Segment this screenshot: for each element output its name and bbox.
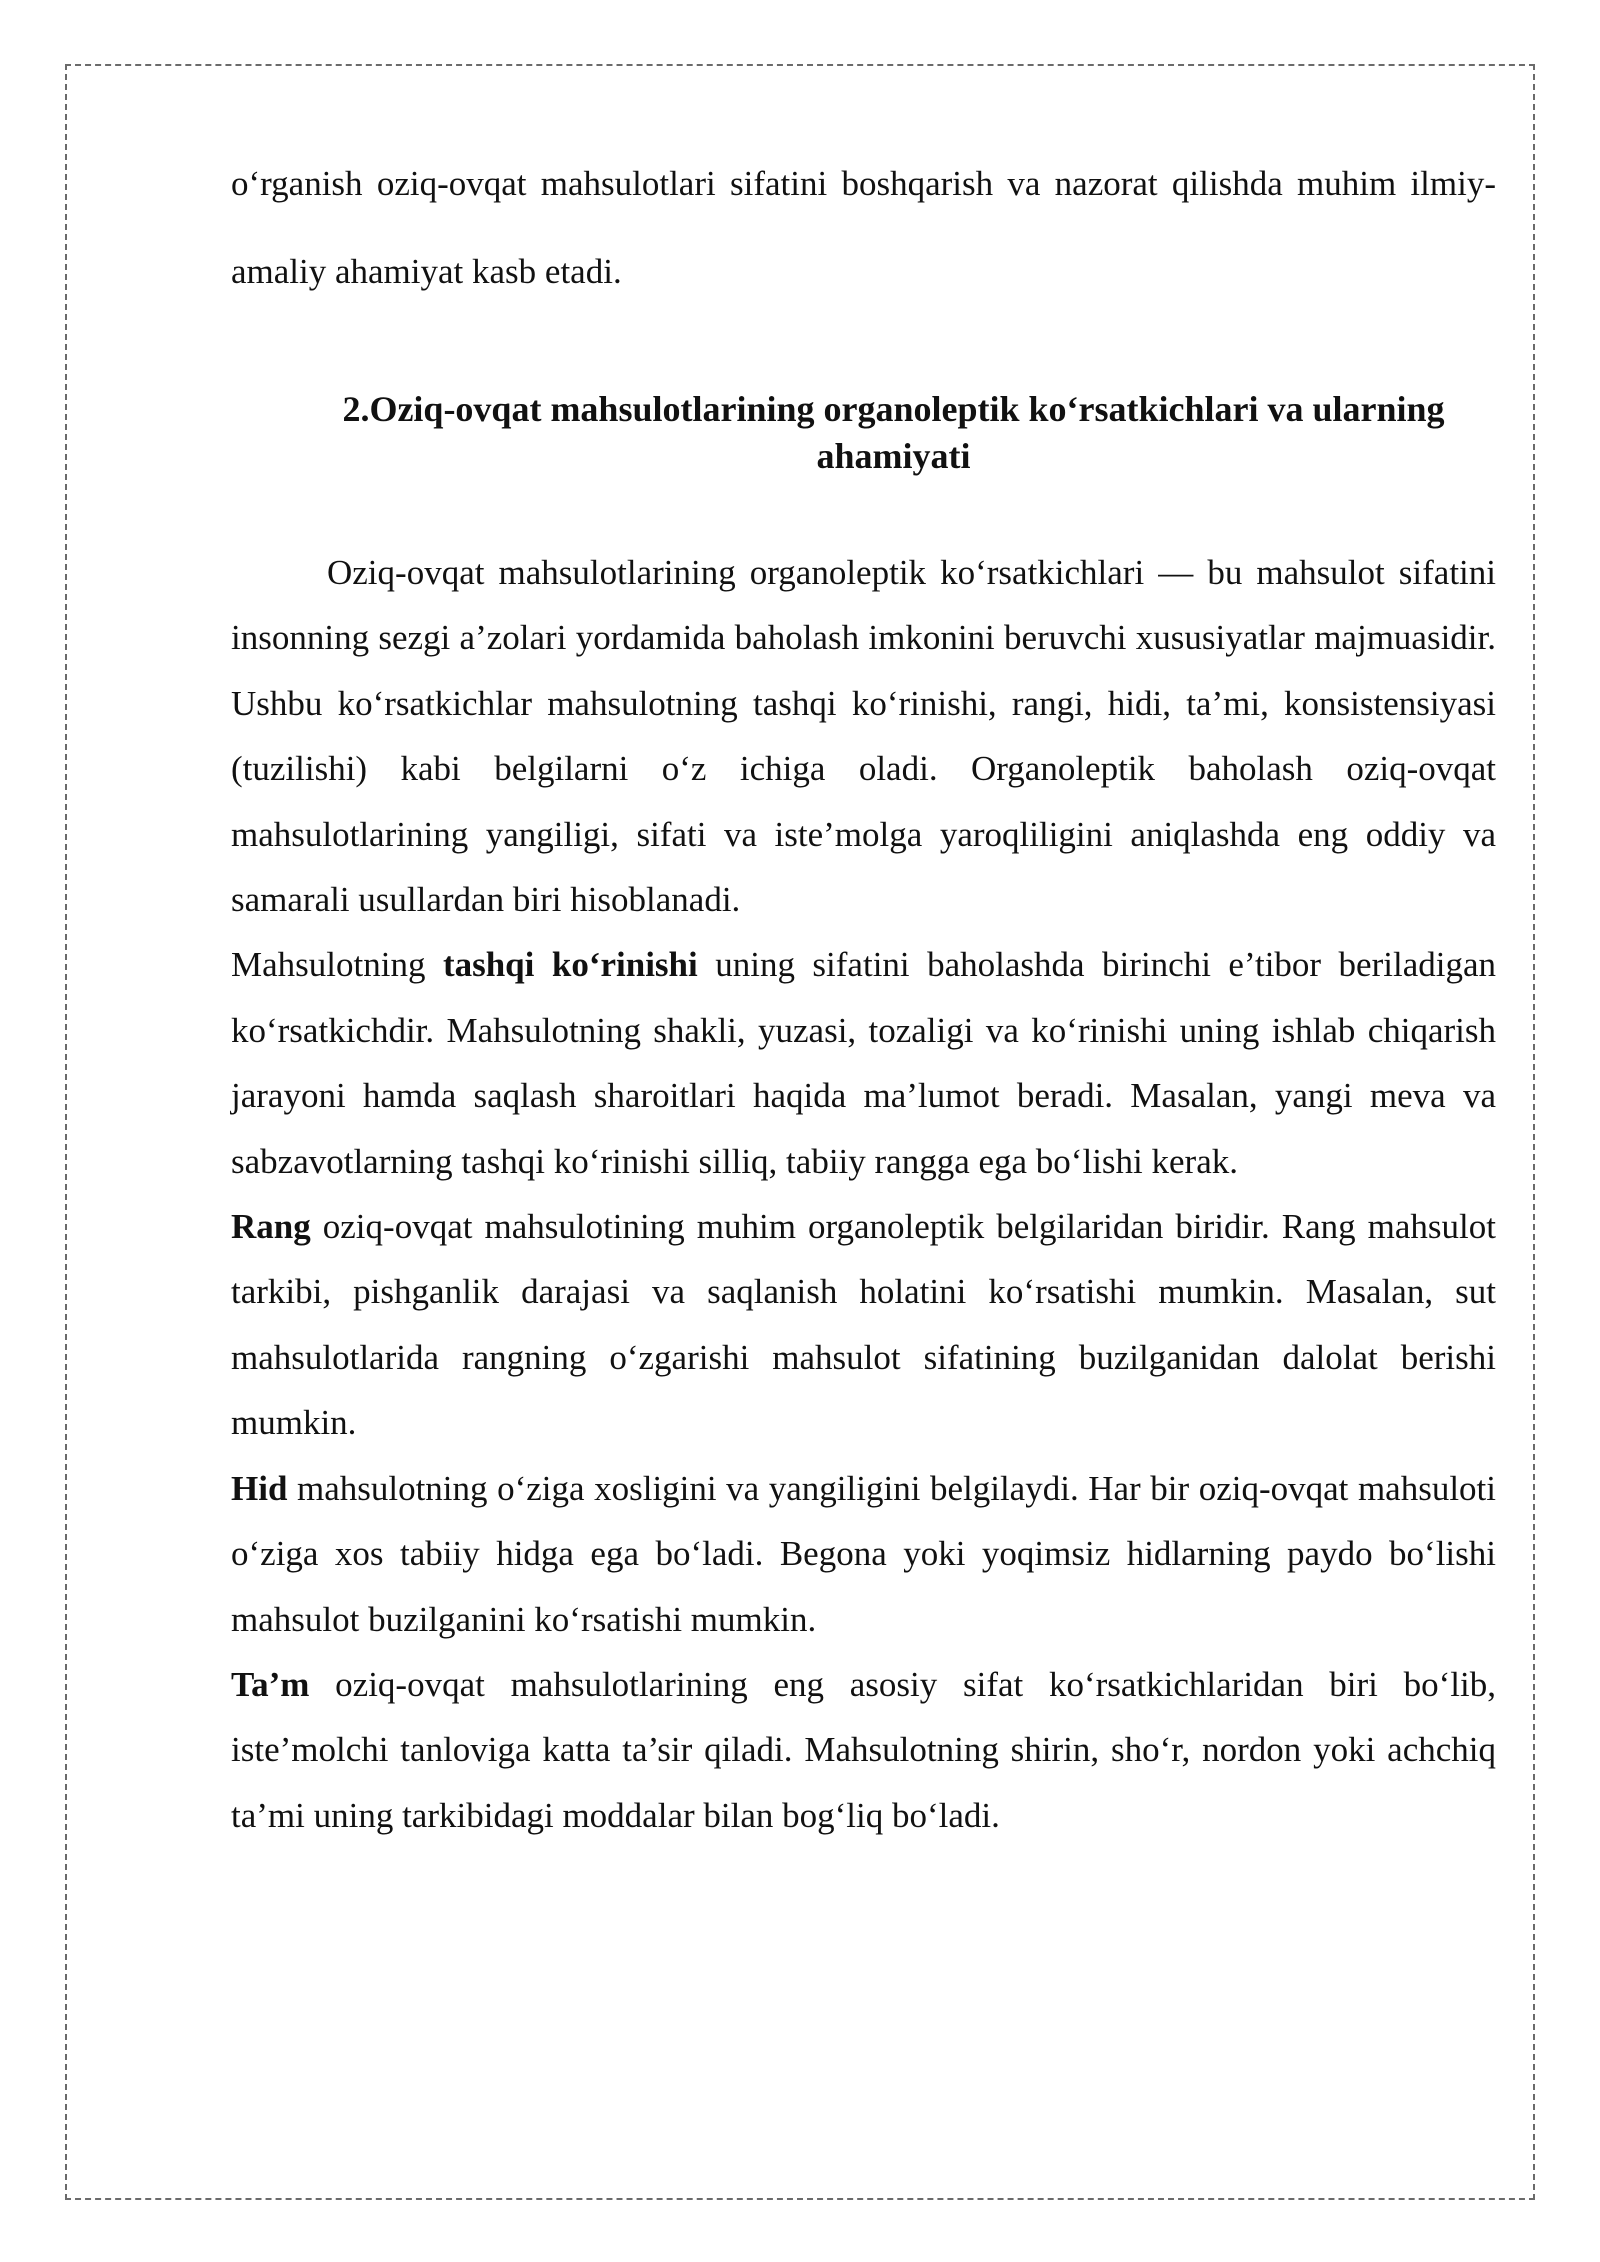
paragraph-smell <box>231 1456 1496 1652</box>
term-smell: Hid <box>231 1468 288 1508</box>
paragraph-smell-text: mahsulotning o‘ziga xosligini va yangiligini belgilaydi. Har bir oziq-ovqat mahsuloti o‘ziga xos tabiiy hidga ega bo‘ladi. Begona yoki yoqimsiz hidlarning paydo bo‘lishi mahsulot buzilganini ko‘rsatishi mumkin. <box>231 1468 1496 1639</box>
paragraph-taste <box>231 1652 1496 1848</box>
paragraph-appearance <box>231 932 1496 1194</box>
section-title <box>231 386 1496 480</box>
document-body <box>231 140 1496 1848</box>
paragraph-color-text: oziq-ovqat mahsulotining muhim organoleptik belgilaridan biridir. Rang mahsulot tarkibi, pishganlik darajasi va saqlanish holatini ko‘rsatishi mumkin. Masalan, sut mahsulotlarida rangning o‘zgarishi mahsulot sifatining buzilganidan dalolat berishi mumkin. <box>231 1207 1496 1443</box>
term-color: Rang <box>231 1207 311 1247</box>
paragraph-taste-text: oziq-ovqat mahsulotlarining eng asosiy sifat ko‘rsatkichlaridan biri bo‘lib, iste’molchi tanloviga katta ta’sir qiladi. Mahsulotning shirin, sho‘r, nordon yoki achchiq ta’mi uning tarkibidagi moddalar bilan bog‘liq bo‘ladi. <box>231 1664 1496 1835</box>
term-taste: Ta’m <box>231 1664 310 1704</box>
paragraph-color <box>231 1194 1496 1456</box>
section-title-line-2: ahamiyati <box>816 436 971 476</box>
paragraph-appearance-text: uning sifatini baholashda birinchi e’tibor beriladigan ko‘rsatkichdir. Mahsulotning shakli, yuzasi, tozaligi va ko‘rinishi uning ishlab chiqarish jarayoni hamda saqlash sharoitlari haqida ma’lumot beradi. Masalan, yangi meva va sabzavotlarning tashqi ko‘rinishi silliq, tabiiy rangga ega bo‘lishi kerak. <box>231 945 1496 1181</box>
paragraph-organoleptic-definition: Oziq-ovqat mahsulotlarining organoleptik ko‘rsatkichlari — bu mahsulot sifatini insonning sezgi a’zolari yordamida baholash imkonini beruvchi xususiyatlar majmuasidir. Ushbu ko‘rsatkichlar mahsulotning tashqi ko‘rinishi, rangi, hidi, ta’mi, konsistensiyasi (tuzilishi) kabi belgilarni o‘z ichiga oladi. Organoleptik baholash oziq-ovqat mahsulotlarining yangiligi, sifati va iste’molga yaroqliligini aniqlashda eng oddiy va samarali usullardan biri hisoblanadi. <box>231 553 1496 920</box>
paragraph-appearance-lead: Mahsulotning <box>231 945 443 985</box>
intro-paragraph: o‘rganish oziq-ovqat mahsulotlari sifatini boshqarish va nazorat qilishda muhim ilmiy-amaliy ahamiyat kasb etadi. <box>231 164 1496 291</box>
term-appearance: tashqi ko‘rinishi <box>442 945 698 985</box>
section-title-line-1: 2.Oziq-ovqat mahsulotlarining organoleptik ko‘rsatkichlari va ularning <box>342 389 1445 429</box>
